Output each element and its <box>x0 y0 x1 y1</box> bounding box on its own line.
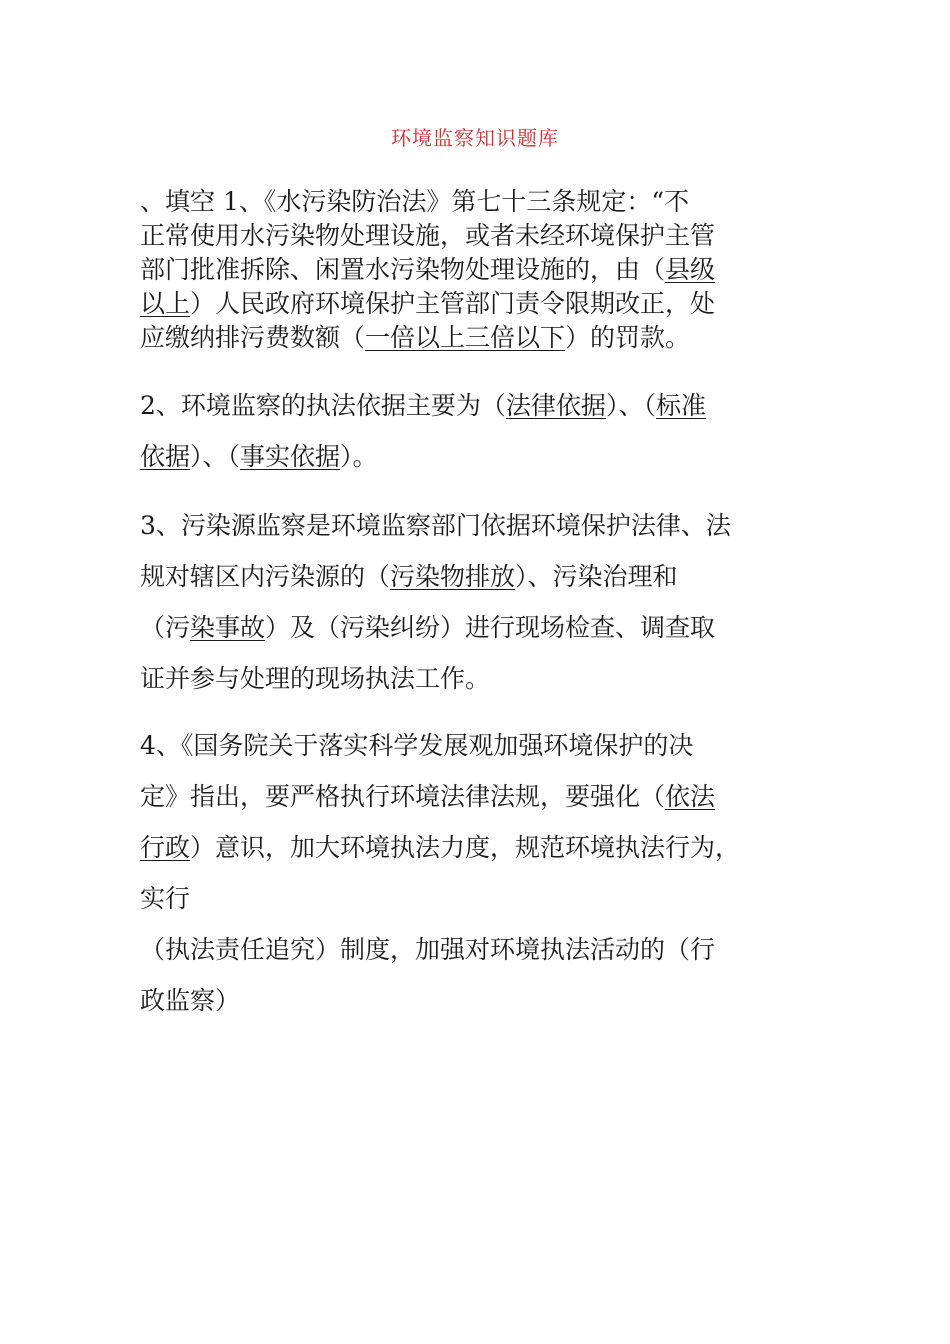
question-4-text: （执法责任追究）制度，加强对环境执法活动的（行 <box>140 935 716 964</box>
question-1-text: ）的罚款。 <box>565 323 691 352</box>
question-3-line-2 <box>140 551 820 602</box>
question-4 <box>140 720 820 1026</box>
question-1-line-5 <box>140 321 820 355</box>
question-1-text: 部门批准拆除、闲置水污染物处理设施的，由（ <box>140 255 666 284</box>
question-1-line-1 <box>140 185 820 219</box>
question-1-text: 应缴纳排污费数额（ <box>140 323 366 352</box>
question-4-text: 实行 <box>140 884 191 913</box>
question-3-line-1 <box>140 500 820 551</box>
answer-underlined: 以上 <box>140 289 191 318</box>
question-4-text: 4、《国务院关于落实科学发展观加强环境保护的决 <box>140 731 694 760</box>
answer-underlined: 法律依据 <box>505 391 606 420</box>
question-1-text: 正常使用水污染物处理设施，或者未经环境保护主管 <box>140 221 716 250</box>
answer-underlined: 行政 <box>140 833 191 862</box>
question-4-line-1 <box>140 720 820 771</box>
question-3-text: 规对辖区内污染源的（ <box>140 562 391 591</box>
question-2-line-1 <box>140 380 820 431</box>
question-2-text: 2、环境监察的执法依据主要为（ <box>140 391 506 420</box>
question-4-line-3 <box>140 822 820 873</box>
answer-underlined: 依法 <box>665 782 716 811</box>
question-4-line-5 <box>140 924 820 975</box>
question-3-text: ）、污染治理和 <box>515 562 678 591</box>
question-4-text: 政监察） <box>140 986 241 1015</box>
question-1-text: ）人民政府环境保护主管部门责令限期改正，处 <box>190 289 716 318</box>
question-2-text: ）、（ <box>190 442 241 471</box>
question-3 <box>140 500 820 704</box>
question-2-line-2 <box>140 431 820 482</box>
answer-underlined: 依据 <box>140 442 191 471</box>
answer-underlined: 县级 <box>665 255 716 284</box>
answer-underlined: 污染物排放 <box>390 562 516 591</box>
question-1-line-2 <box>140 219 820 253</box>
question-1-text: 、填空 1、《水污染防治法》第七十三条规定：“不 <box>140 187 690 216</box>
question-3-text: 证并参与处理的现场执法工作。 <box>140 664 491 693</box>
question-3-text: 3、污染源监察是环境监察部门依据环境保护法律、法 <box>140 511 731 540</box>
question-3-text: ）及（污染纠纷）进行现场检查、调查取 <box>265 613 716 642</box>
question-3-text: （污 <box>140 613 191 642</box>
question-1 <box>140 185 820 355</box>
question-3-line-3 <box>140 602 820 653</box>
question-2 <box>140 380 820 482</box>
question-2-text: ）、（ <box>605 391 656 420</box>
question-2-text: ）。 <box>340 442 378 471</box>
question-4-text: 定》指出，要严格执行环境法律法规，要强化（ <box>140 782 666 811</box>
question-4-line-2 <box>140 771 820 822</box>
answer-underlined: 事实依据 <box>240 442 341 471</box>
document-title: 环境监察知识题库 <box>391 126 559 150</box>
question-4-line-6 <box>140 975 820 1026</box>
question-1-line-3 <box>140 253 820 287</box>
question-3-line-4 <box>140 653 820 704</box>
question-4-line-4 <box>140 873 820 924</box>
answer-underlined: 标准 <box>655 391 706 420</box>
question-1-line-4 <box>140 287 820 321</box>
answer-underlined: 一倍以上三倍以下 <box>365 323 566 352</box>
answer-underlined: 染事故 <box>190 613 266 642</box>
question-4-text: ）意识，加大环境执法力度，规范环境执法行为， <box>190 833 741 862</box>
